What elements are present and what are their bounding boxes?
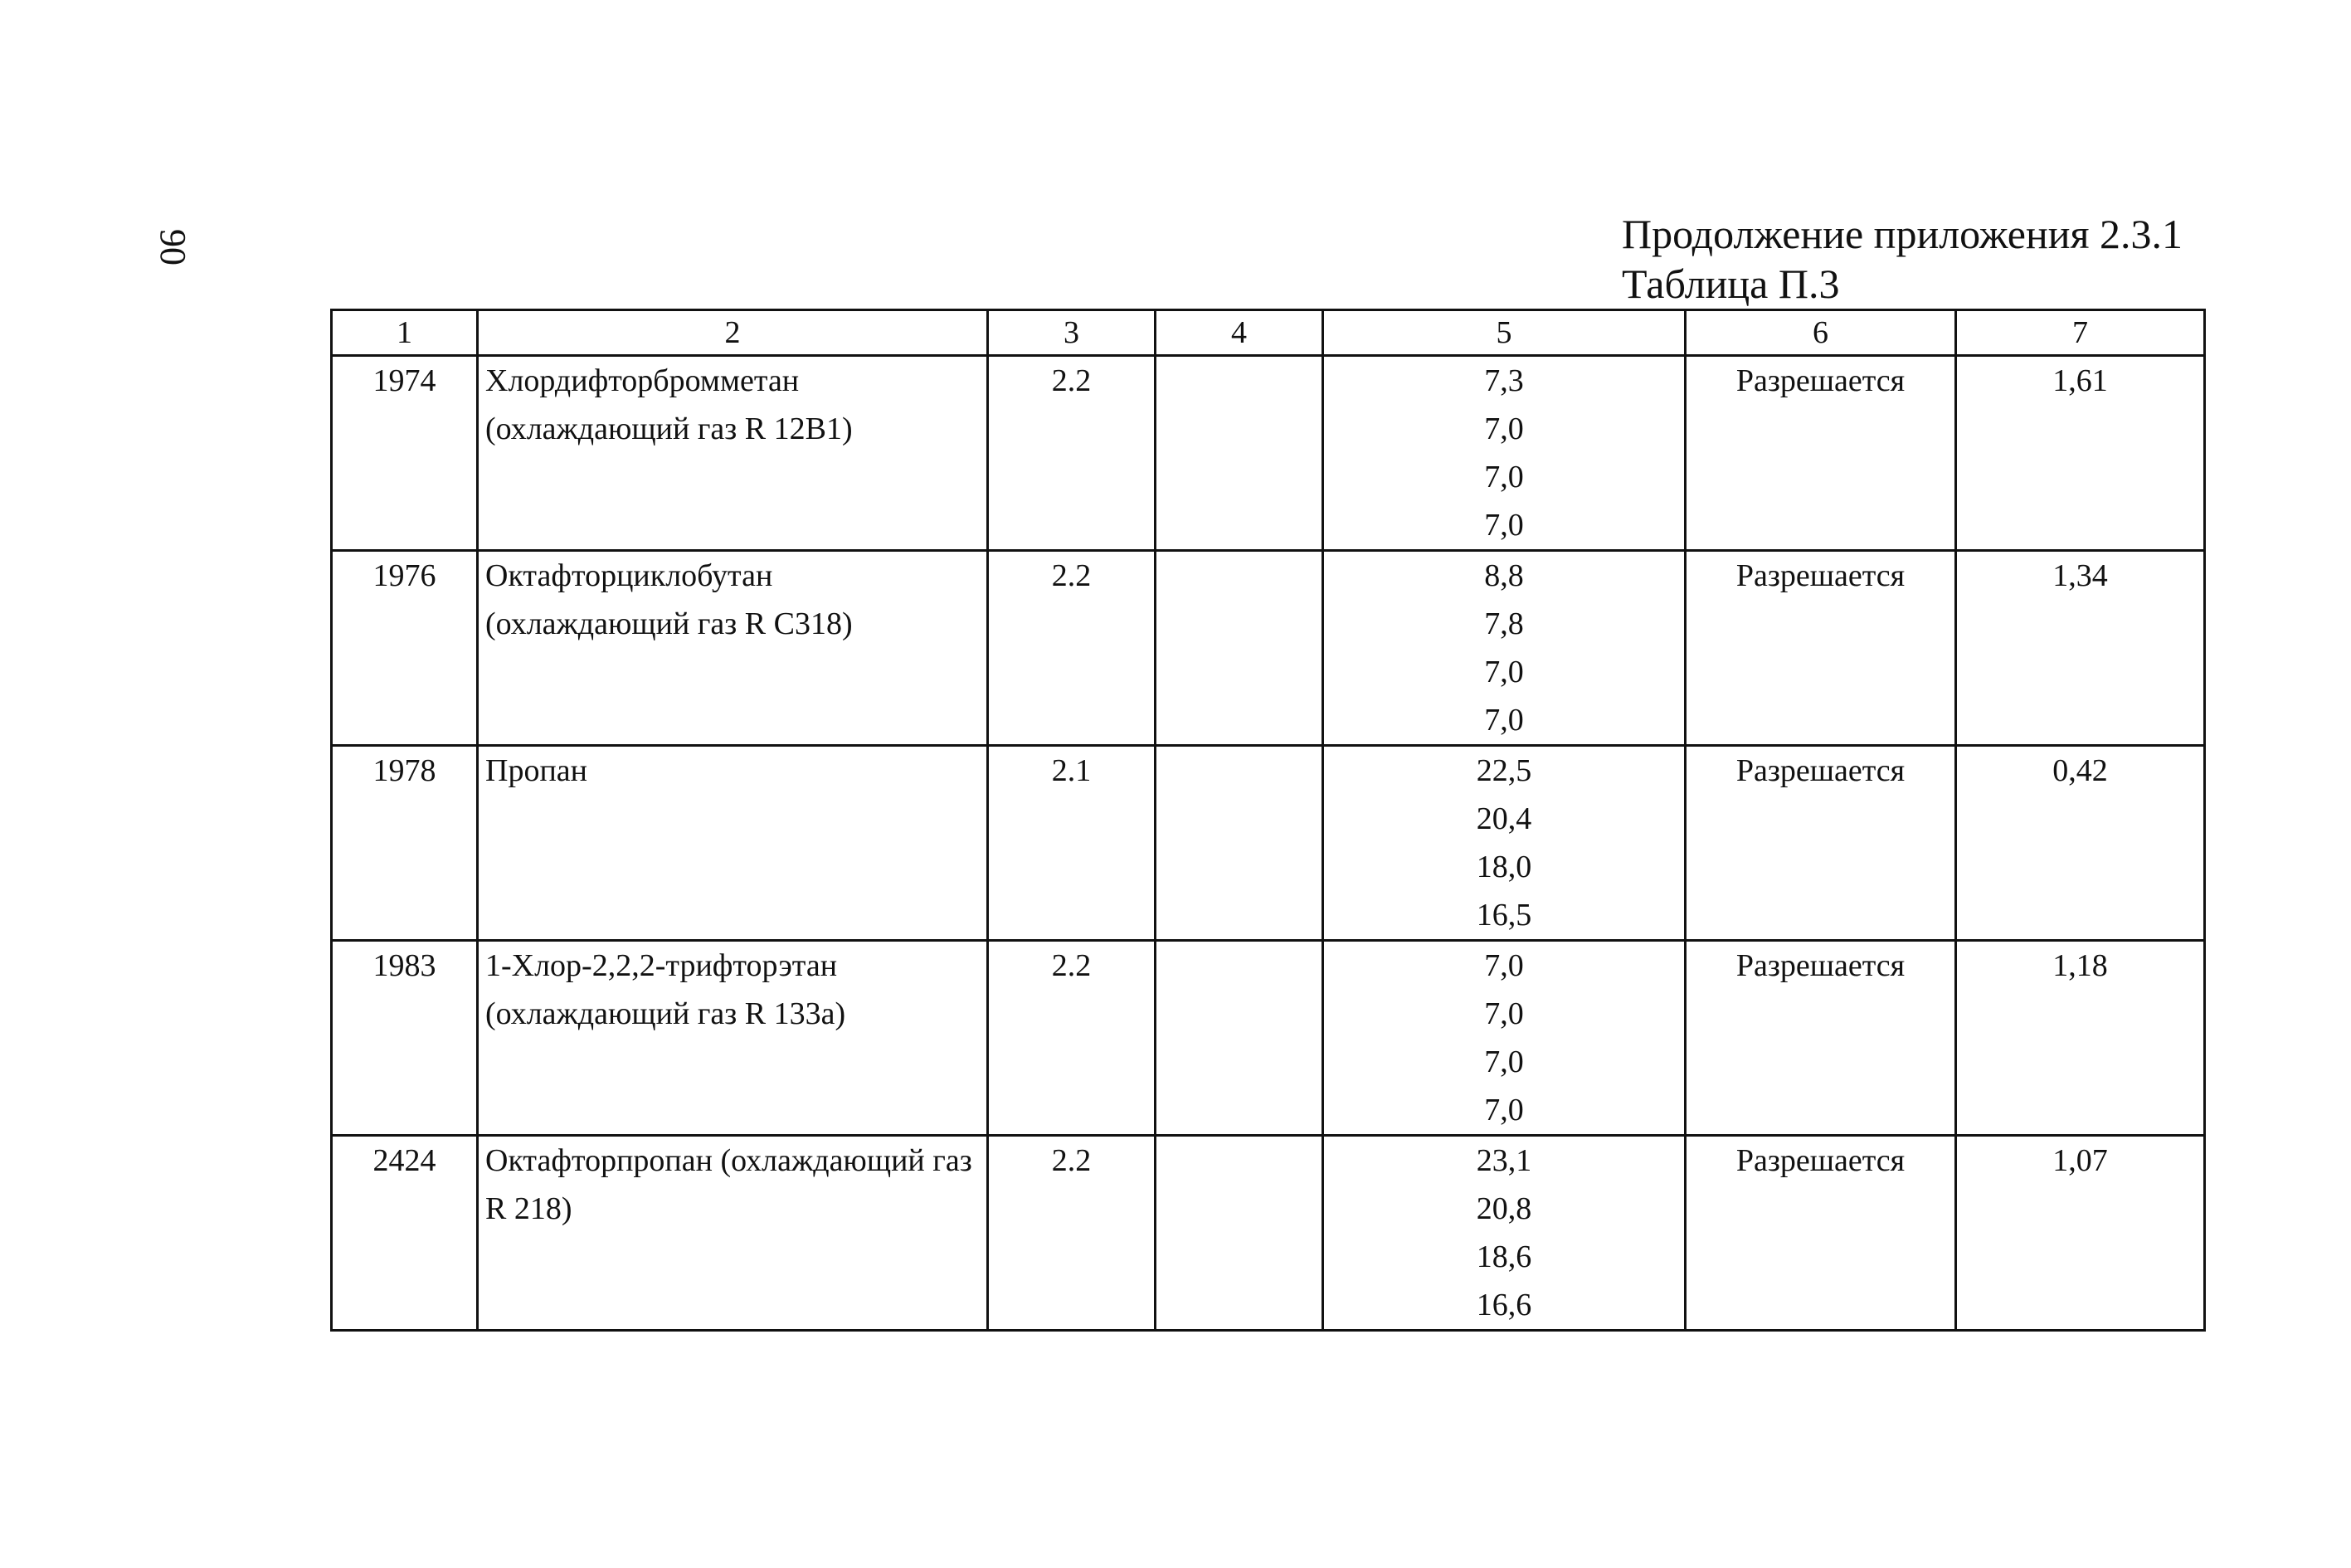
cell-pressure-values <box>1323 746 1686 941</box>
cell-permission: Разрешается <box>1686 1136 1956 1331</box>
pressure-value: 7,0 <box>1484 411 1524 446</box>
data-table <box>330 309 2206 1332</box>
cell-substance-name: 1-Хлор-2,2,2-трифторэтан (охлаждающий газ R 133a) <box>478 941 988 1136</box>
cell-pressure-values <box>1323 551 1686 746</box>
table-caption <box>1622 209 2183 309</box>
cell-col4 <box>1156 356 1323 551</box>
pressure-value: 7,0 <box>1484 703 1524 738</box>
pressure-value: 8,8 <box>1484 558 1524 593</box>
cell-pressure-values <box>1323 941 1686 1136</box>
cell-permission: Разрешается <box>1686 356 1956 551</box>
header-col-1: 1 <box>332 310 478 356</box>
cell-ratio: 1,18 <box>1956 941 2205 1136</box>
pressure-value: 7,8 <box>1484 606 1524 641</box>
pressure-value: 22,5 <box>1476 753 1532 788</box>
pressure-value: 7,3 <box>1484 363 1524 398</box>
cell-col4 <box>1156 746 1323 941</box>
cell-pressure-values <box>1323 356 1686 551</box>
pressure-value: 7,0 <box>1484 508 1524 543</box>
caption-table-number: Таблица П.3 <box>1622 261 1840 307</box>
pressure-value: 18,6 <box>1476 1239 1532 1274</box>
cell-col4 <box>1156 1136 1323 1331</box>
page-number: 90 <box>153 229 193 265</box>
header-col-2: 2 <box>478 310 988 356</box>
header-col-5: 5 <box>1323 310 1686 356</box>
cell-ratio: 0,42 <box>1956 746 2205 941</box>
cell-class: 2.1 <box>988 746 1156 941</box>
cell-substance-name: Октафторциклобутан (охлаждающий газ R C318) <box>478 551 988 746</box>
pressure-value: 16,6 <box>1476 1288 1532 1322</box>
header-col-4: 4 <box>1156 310 1323 356</box>
header-col-3: 3 <box>988 310 1156 356</box>
pressure-value: 23,1 <box>1476 1143 1532 1178</box>
pressure-value: 7,0 <box>1484 1045 1524 1079</box>
cell-substance-name: Октафторпропан (охлаждающий газ R 218) <box>478 1136 988 1331</box>
table-row <box>332 746 2205 941</box>
pressure-value: 20,8 <box>1476 1191 1532 1226</box>
table-row <box>332 356 2205 551</box>
cell-ratio: 1,07 <box>1956 1136 2205 1331</box>
cell-substance-name: Хлордифторбромметан (охлаждающий газ R 12B1) <box>478 356 988 551</box>
table-row <box>332 1136 2205 1331</box>
pressure-value: 7,0 <box>1484 996 1524 1031</box>
cell-pressure-values <box>1323 1136 1686 1331</box>
cell-permission: Разрешается <box>1686 746 1956 941</box>
cell-ratio: 1,61 <box>1956 356 2205 551</box>
table-row <box>332 941 2205 1136</box>
header-col-6: 6 <box>1686 310 1956 356</box>
cell-class: 2.2 <box>988 551 1156 746</box>
cell-permission: Разрешается <box>1686 941 1956 1136</box>
header-col-7: 7 <box>1956 310 2205 356</box>
cell-class: 2.2 <box>988 1136 1156 1331</box>
header-row <box>332 310 2205 356</box>
pressure-value: 20,4 <box>1476 801 1532 836</box>
pressure-value: 7,0 <box>1484 460 1524 494</box>
pressure-value: 7,0 <box>1484 948 1524 983</box>
caption-appendix: Продолжение приложения 2.3.1 <box>1622 211 2183 257</box>
cell-ratio: 1,34 <box>1956 551 2205 746</box>
cell-substance-name: Пропан <box>478 746 988 941</box>
cell-col4 <box>1156 551 1323 746</box>
cell-un-number: 1983 <box>332 941 478 1136</box>
pressure-value: 7,0 <box>1484 1093 1524 1127</box>
pressure-value: 7,0 <box>1484 655 1524 689</box>
cell-permission: Разрешается <box>1686 551 1956 746</box>
pressure-value: 18,0 <box>1476 850 1532 884</box>
cell-un-number: 2424 <box>332 1136 478 1331</box>
table-row <box>332 551 2205 746</box>
cell-class: 2.2 <box>988 356 1156 551</box>
cell-col4 <box>1156 941 1323 1136</box>
cell-un-number: 1978 <box>332 746 478 941</box>
cell-un-number: 1976 <box>332 551 478 746</box>
cell-un-number: 1974 <box>332 356 478 551</box>
pressure-value: 16,5 <box>1476 898 1532 933</box>
cell-class: 2.2 <box>988 941 1156 1136</box>
